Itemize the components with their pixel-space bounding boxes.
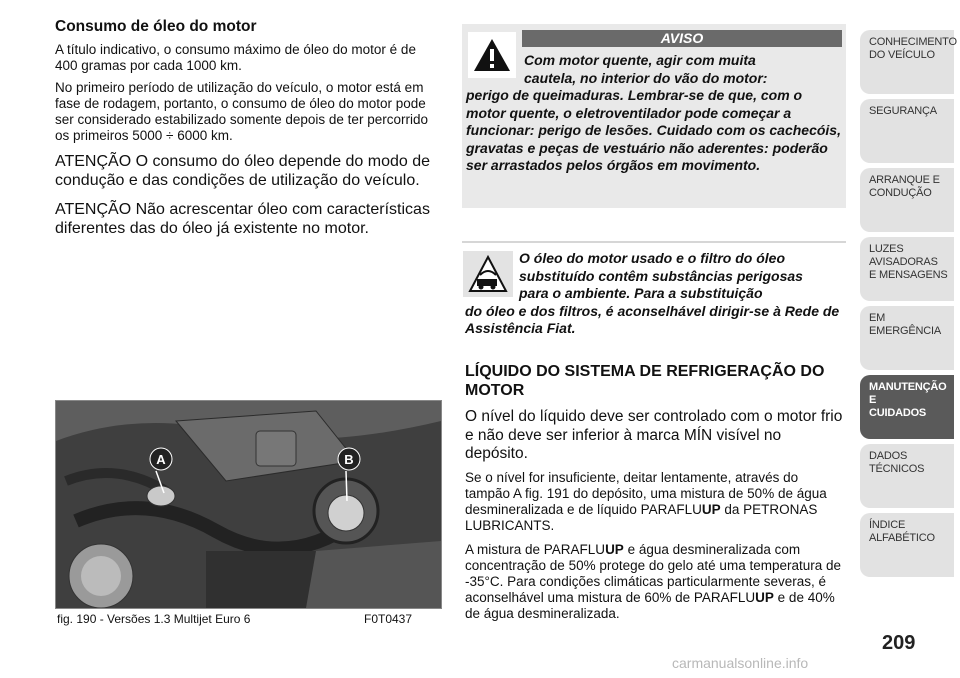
figure-code: F0T0437 <box>364 612 413 626</box>
tab-conhecimento-do-veiculo[interactable]: CONHECIMENTO DO VEÍCULO <box>860 30 954 94</box>
warning-text: Com motor quente, agir com muita cautela, no interior do vão do motor: perigo de queimaduras. Lembrar-se de que, com o motor quente, o eletroventilador pode começar a funcionar: perigo de lesões. Cuidado com os cachecóis, gravatas e peças de vestuário não aderentes: poderão ser arrastados pelos órgãos em movimento. <box>466 52 841 173</box>
paragraph-oil-consumption-max: A título indicativo, o consumo máximo de óleo do motor é de 400 gramas por cada 1000 km. <box>55 42 416 73</box>
left-column <box>55 18 440 248</box>
tab-arranque-e-conducao[interactable]: ARRANQUE E CONDUÇÃO <box>860 168 954 232</box>
paragraph-coolant-refill: Se o nível for insuficiente, deitar lentamente, através do tampão A fig. 191 do depósito, uma mistura de 50% de água desmineralizada e de líquido PARAFLUUP da PETRONAS LUBRICANTS. <box>465 470 827 533</box>
marker-b <box>338 448 360 470</box>
tab-indice-alfabetico[interactable]: ÍNDICE ALFABÉTICO <box>860 513 954 577</box>
section-title-coolant: LÍQUIDO DO SISTEMA DE REFRIGERAÇÃO DO MOTOR <box>465 363 825 399</box>
tab-dados-tecnicos[interactable]: DADOS TÉCNICOS <box>860 444 954 508</box>
page-number: 209 <box>882 632 916 654</box>
svg-text:A: A <box>156 452 166 467</box>
paragraph-coolant-level: O nível do líquido deve ser controlado com o motor frio e não deve ser inferior à marca MÍN visível no depósito. <box>465 408 843 462</box>
warning-box <box>462 24 846 208</box>
figure-caption: fig. 190 - Versões 1.3 Multijet Euro 6 <box>57 612 251 626</box>
watermark: carmanualsonline.info <box>672 655 809 671</box>
paragraph-coolant-mixture: A mistura de PARAFLUUP e água desmineralizada com concentração de 50% protege do gelo até uma temperatura de -35°C. Para condições climáticas particularmente severas, é aconselhável uma mistura de 60% de PARAFLUUP e de 40% de água desmineralizada. <box>465 542 842 621</box>
svg-text:B: B <box>344 452 354 467</box>
tab-em-emergencia[interactable]: EM EMERGÊNCIA <box>860 306 954 370</box>
tab-manutencao-e-cuidados[interactable]: MANUTENÇÃO E CUIDADOS <box>860 375 954 439</box>
warning-title: AVISO <box>522 30 842 47</box>
attention-note-2: ATENÇÃO Não acrescentar óleo com características diferentes das do óleo já existente no motor. <box>55 201 430 237</box>
engine-bay-figure <box>55 400 442 609</box>
marker-a <box>150 448 172 470</box>
engine-bay-image <box>56 401 441 608</box>
divider <box>462 241 846 243</box>
environment-note: O óleo do motor usado e o filtro do óleo substituído contêm substâncias perigosas para o ambiente. Para a substituição do óleo e dos filtros, é aconselhável dirigir-se à Rede de Assistência Fiat. <box>465 250 840 336</box>
tab-luzes-avisadoras[interactable]: LUZES AVISADORAS E MENSAGENS <box>860 237 954 301</box>
attention-note-1: ATENÇÃO O consumo do óleo depende do modo de condução e das condições de utilização do veículo. <box>55 153 431 189</box>
paragraph-running-in: No primeiro período de utilização do veículo, o motor está em fase de rodagem, portanto, o consumo de óleo do motor pode ser considerado estabilizado somente depois de ter percorrido os primeiros 5000 ÷ 6000 km. <box>55 80 428 143</box>
tab-seguranca[interactable]: SEGURANÇA <box>860 99 954 163</box>
section-heading-oil-consumption: Consumo de óleo do motor <box>55 18 257 35</box>
